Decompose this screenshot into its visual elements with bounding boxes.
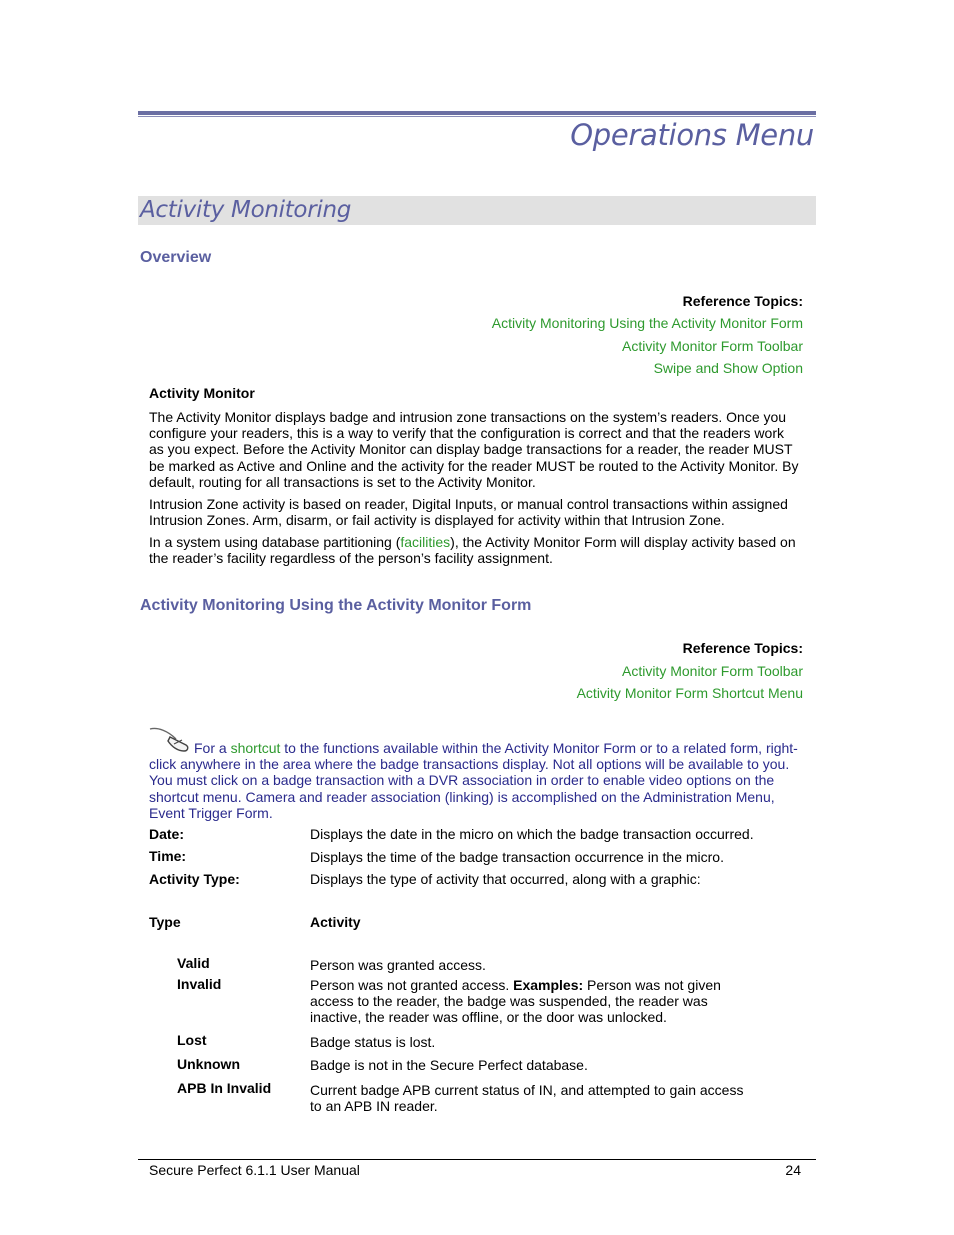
page-number: 24: [785, 1162, 801, 1178]
type-cell: Invalid: [177, 976, 222, 992]
field-label-time: Time:: [149, 848, 187, 864]
text-line: configure your readers, this is a way to verify that the configuration is correct and that the readers work: [149, 425, 784, 442]
activity-cell: [310, 1057, 588, 1073]
activity-cell: [310, 977, 721, 1026]
text-line: Person was granted access.: [310, 957, 486, 973]
text-span: ), the Activity Monitor Form will display activity based on: [450, 534, 796, 550]
text-line: to an APB IN reader.: [310, 1098, 438, 1115]
footer-rule: [138, 1159, 816, 1160]
field-label-activity-type: Activity Type:: [149, 871, 240, 887]
ref-link[interactable]: Swipe and Show Option: [653, 360, 803, 376]
text-span: Person was not given: [583, 977, 721, 993]
text-line: [149, 740, 819, 756]
field-desc-date: Displays the date in the micro on which the badge transaction occurred.: [310, 826, 754, 842]
text-line: be marked as Active and Online and the activity for the reader MUST be routed to the Activity Monitor. By: [149, 457, 799, 474]
text-line: The Activity Monitor displays badge and intrusion zone transactions on the system’s readers. Once you: [149, 409, 787, 425]
text-span: In a system using database partitioning (: [149, 534, 401, 550]
text-span: Person was not granted access.: [310, 977, 514, 993]
overview-heading: Overview: [140, 249, 212, 266]
activity-cell: [310, 957, 486, 973]
footer-title: Secure Perfect 6.1.1 User Manual: [149, 1162, 360, 1178]
text-span: to the functions available within the Activity Monitor Form or to a related form, right-: [280, 740, 798, 756]
facilities-link[interactable]: facilities: [400, 534, 451, 550]
reference-topics-heading: Reference Topics:: [682, 640, 803, 656]
table-header-activity: Activity: [310, 914, 361, 930]
text-line: Event Trigger Form.: [149, 804, 273, 821]
activity-cell: [310, 1034, 435, 1050]
text-line: Intrusion Zones. Arm, disarm, or fail activity is displayed for activity within that Intrusion Zone.: [149, 512, 725, 529]
activity-cell: [310, 1082, 743, 1114]
text-line: [149, 534, 819, 550]
field-desc-time: Displays the time of the badge transaction occurrence in the micro.: [310, 849, 724, 865]
text-line: Intrusion Zone activity is based on reader, Digital Inputs, or manual control transactions within assigned: [149, 496, 788, 512]
activity-monitor-subheading: Activity Monitor: [149, 385, 255, 401]
text-span: Examples:: [513, 977, 584, 993]
table-header-type: Type: [149, 914, 181, 930]
type-cell: Lost: [177, 1032, 207, 1048]
top-rule-thin: [138, 116, 816, 117]
text-line: Badge is not in the Secure Perfect database.: [310, 1057, 588, 1073]
text-line: shortcut menu. Camera and reader association (linking) is accomplished on the Administration Menu,: [149, 788, 775, 805]
text-line: the reader’s facility regardless of the person’s facility assignment.: [149, 550, 553, 567]
text-line: click anywhere in the area where the badge transactions display. Not all options will be available to you.: [149, 756, 790, 773]
text-line: as you expect. Before the Activity Monitor can display badge transactions for a reader, the reader MUST: [149, 441, 793, 458]
type-cell: Valid: [177, 955, 210, 971]
overview-paragraph-3: [149, 534, 819, 566]
type-cell: Unknown: [177, 1056, 240, 1072]
ref-link[interactable]: Activity Monitoring Using the Activity Monitor Form: [491, 315, 803, 331]
reference-topics-heading: Reference Topics:: [682, 293, 803, 309]
field-desc-activity-type: Displays the type of activity that occurred, along with a graphic:: [310, 871, 701, 887]
text-line: default, routing for all transactions is set to the Activity Monitor.: [149, 473, 536, 490]
overview-paragraph-1: [149, 409, 819, 490]
overview-paragraph-2: [149, 496, 819, 528]
text-line: inactive, the reader was offline, or the door was unlocked.: [310, 1009, 667, 1026]
text-line: [310, 977, 721, 993]
shortcut-note: [149, 740, 819, 821]
text-line: You must click on a badge transaction with a DVR association in order to enable video options on the: [149, 772, 775, 789]
section-title: Activity Monitoring: [140, 197, 352, 223]
text-line: Badge status is lost.: [310, 1034, 436, 1050]
field-label-date: Date:: [149, 826, 185, 842]
top-rule: [138, 111, 816, 115]
ref-link[interactable]: Activity Monitor Form Shortcut Menu: [576, 685, 803, 701]
ref-link[interactable]: Activity Monitor Form Toolbar: [621, 338, 803, 354]
ref-link[interactable]: Activity Monitor Form Toolbar: [621, 663, 803, 679]
text-span: For a: [194, 740, 231, 756]
form-section-heading: Activity Monitoring Using the Activity Monitor Form: [140, 597, 532, 614]
chapter-title: Operations Menu: [570, 118, 814, 152]
type-cell: APB In Invalid: [177, 1080, 272, 1096]
text-line: Current badge APB current status of IN, and attempted to gain access: [310, 1082, 744, 1098]
text-line: access to the reader, the badge was suspended, the reader was: [310, 993, 708, 1010]
shortcut-link[interactable]: shortcut: [230, 740, 281, 756]
